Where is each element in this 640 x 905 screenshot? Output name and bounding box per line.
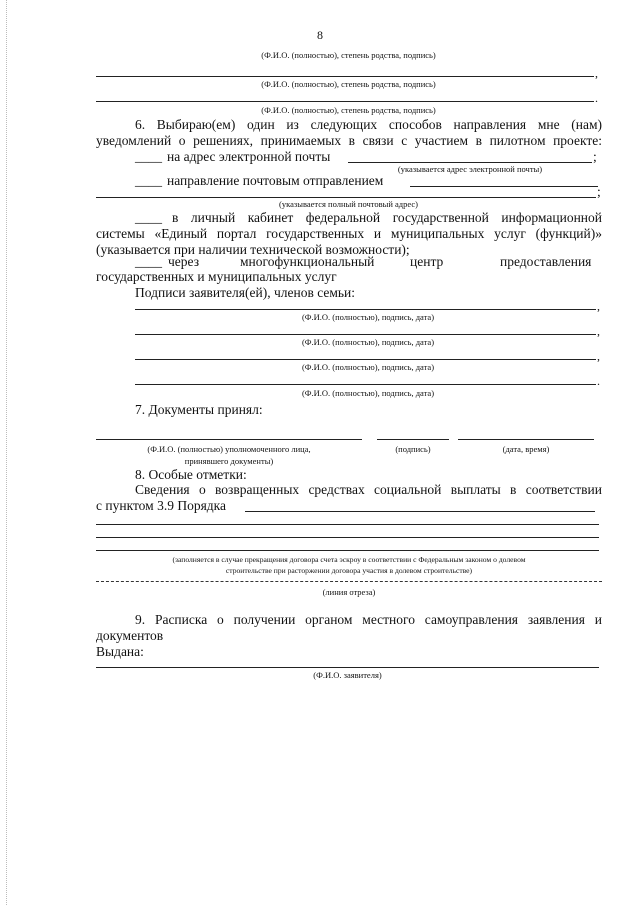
returned-funds-line xyxy=(245,511,595,512)
section-9-line-1: 9. Расписка о получении органом местного самоуправления заявления и xyxy=(135,612,602,627)
member-signature-caption-2: (Ф.И.О. (полностью), подпись, дата) xyxy=(301,337,435,347)
line-semicolon: ; xyxy=(593,149,597,164)
applicant-name-caption: (Ф.И.О. заявителя) xyxy=(313,670,382,680)
line-period: . xyxy=(597,374,600,388)
applicant-name-line xyxy=(96,667,599,668)
mfc-option-blank: ____ xyxy=(135,254,162,269)
signature-line xyxy=(96,101,594,102)
postal-hint-caption: (указывается полный почтовый адрес) xyxy=(279,199,418,209)
official-name-caption-1: (Ф.И.О. (полностью) уполномоченного лица, xyxy=(147,444,311,454)
section-8-line-2: с пунктом 3.9 Порядка xyxy=(96,498,227,513)
official-name-caption-2: принявшего документы) xyxy=(184,456,274,466)
signatures-heading: Подписи заявителя(ей), членов семьи: xyxy=(135,285,356,300)
mfc-word-1: через xyxy=(168,254,200,269)
notes-line xyxy=(96,550,599,551)
line-period: . xyxy=(595,91,598,105)
post-option-blank: ____ xyxy=(135,173,162,188)
section-6-line-1: 6. Выбираю(ем) один из следующих способов направления мне (нам) xyxy=(135,117,602,132)
escrow-caption-2: строительстве при расторжении договора участия в долевом строительстве) xyxy=(225,566,473,575)
line-comma: , xyxy=(595,66,598,80)
relative-signature-caption-3: (Ф.И.О. (полностью), степень родства, подпись) xyxy=(261,105,436,115)
cut-line-caption: (линия отреза) xyxy=(322,587,376,597)
notes-line xyxy=(96,524,599,525)
member-signature-line xyxy=(135,309,596,310)
address-line xyxy=(96,197,596,198)
email-option-blank: ____ xyxy=(135,149,162,164)
mfc-option-line-2: государственных и муниципальных услуг xyxy=(96,269,337,284)
escrow-caption-1: (заполняется в случае прекращения договора счета эскроу в соответствии с Федеральным законом о долевом xyxy=(172,555,526,564)
relative-signature-caption-1: (Ф.И.О. (полностью), степень родства, подпись) xyxy=(261,50,436,60)
post-option-label: направление почтовым отправлением xyxy=(167,173,384,188)
member-signature-caption-3: (Ф.И.О. (полностью), подпись, дата) xyxy=(301,362,435,372)
cut-line xyxy=(96,581,602,582)
date-time-line xyxy=(458,439,594,440)
section-9-line-2: документов xyxy=(96,628,164,643)
cabinet-option-line-2: системы «Единый портал государственных и муниципальных услуг (функций)» xyxy=(96,226,602,241)
member-signature-caption-1: (Ф.И.О. (полностью), подпись, дата) xyxy=(301,312,435,322)
line-comma: , xyxy=(597,299,600,313)
mfc-word-2: многофункциональный xyxy=(240,254,375,269)
section-8-line-1: Сведения о возвращенных средствах социальной выплаты в соответствии xyxy=(135,482,602,497)
member-signature-line xyxy=(135,384,596,385)
line-semicolon: ; xyxy=(597,184,601,199)
email-hint-caption: (указывается адрес электронной почты) xyxy=(397,164,543,174)
line-comma: , xyxy=(597,349,600,363)
email-field-line xyxy=(348,162,592,163)
cabinet-option-line-3: (указывается при наличии технической возможности); xyxy=(96,242,410,257)
issued-label: Выдана: xyxy=(96,644,144,659)
relative-signature-caption-2: (Ф.И.О. (полностью), степень родства, подпись) xyxy=(261,79,436,89)
notes-line xyxy=(96,537,599,538)
cabinet-option-blank: ____ xyxy=(135,210,162,225)
signature-field-line xyxy=(377,439,449,440)
email-option-label: на адрес электронной почты xyxy=(167,149,331,164)
cabinet-option-line-1: в личный кабинет федеральной государственной информационной xyxy=(172,210,602,225)
section-6-line-2: уведомлений о решениях, принимаемых в связи с участием в пилотном проекте: xyxy=(96,133,602,148)
scan-edge xyxy=(6,0,7,905)
section-8-title: 8. Особые отметки: xyxy=(135,467,247,482)
member-signature-caption-4: (Ф.И.О. (полностью), подпись, дата) xyxy=(301,388,435,398)
signature-caption: (подпись) xyxy=(395,444,431,454)
signature-line xyxy=(96,76,594,77)
mfc-word-4: предоставления xyxy=(500,254,592,269)
line-comma: , xyxy=(597,324,600,338)
mfc-word-3: центр xyxy=(410,254,444,269)
post-field-line xyxy=(410,186,598,187)
page-number: 8 xyxy=(317,28,323,42)
date-time-caption: (дата, время) xyxy=(502,444,550,454)
official-name-line xyxy=(96,439,362,440)
section-7-title: 7. Документы принял: xyxy=(135,402,263,417)
member-signature-line xyxy=(135,359,596,360)
member-signature-line xyxy=(135,334,596,335)
